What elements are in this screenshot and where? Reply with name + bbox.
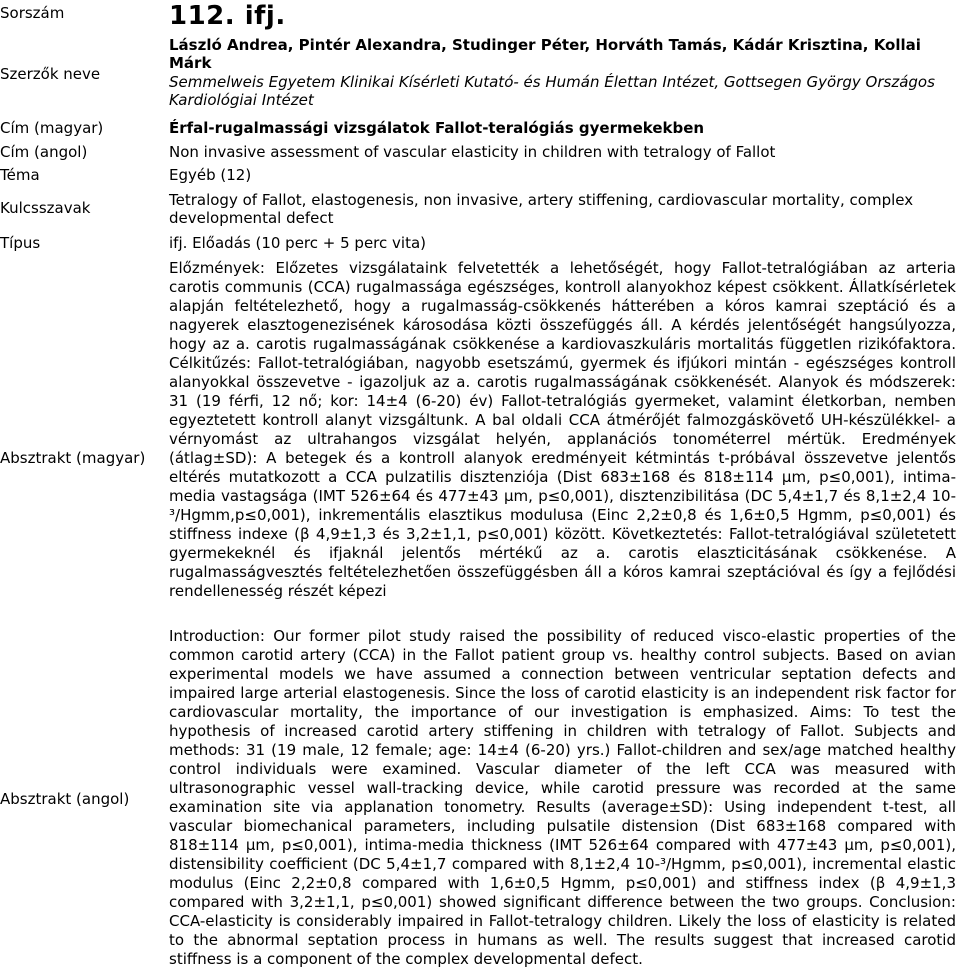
- label-type: Típus: [0, 234, 41, 252]
- abstract-english: Introduction: Our former pilot study raised the possibility of reduced visco-elastic properties of the common carotid artery (CCA) in the Fallot patient group vs. healthy control subjects. Based on avian experimental models we have assumed a connection between ventricular septation defects and impaired large arterial elastogenesis. Since the loss of carotid elasticity is an independent risk factor for cardiovascular mortality, the importance of our investigation is emphasized. Aims: To test the hypothesis of increased carotid artery stiffening in children with tetralogy of Fallot. Subjects and methods: 31 (19 male, 12 female; age: 14±4 (6-20) yrs.) Fallot-children and sex/age matched healthy control individuals were examined. Vascular diameter of the left CCA was measured with ultrasonographic vessel wall-tracking device, while carotid pressure was recorded at the same examination site via applanation tonometry. Results (average±SD): Using independent t-test, all vascular biomechanical parameters, including pulsatile distension (Dist 683±168 compared with 818±114 μm, p≤0,001), intima-media thickness (IMT 526±64 compared with 477±43 μm, p≤0,001), distensibility coefficient (DC 5,4±1,7 compared with 8,1±2,4 10-³/Hgmm, p≤0,001), incremental elastic modulus (Einc 2,2±0,8 compared with 1,6±0,5 Hgmm, p≤0,001) and stiffness index (β 4,9±1,3 compared with 3,2±1,1, p≤0,001) showed significant difference between the two groups. Conclusion: CCA-elasticity is considerably impaired in Fallot-tetralogy children. Likely the loss of elasticity is related to the abnormal septation process in humans as well. The results suggest that increased carotid stiffness is a component of the complex developmental defect.: [169, 627, 956, 968]
- label-sorszam: Sorszám: [0, 4, 65, 22]
- label-keywords: Kulcsszavak: [0, 199, 91, 217]
- affiliation: Semmelweis Egyetem Klinikai Kísérleti Kutató- és Humán Élettan Intézet, Gottsegen György Országos Kardiológiai Intézet: [169, 73, 935, 109]
- label-title-en: Cím (angol): [0, 143, 88, 161]
- label-title-hu: Cím (magyar): [0, 119, 104, 137]
- abstract-number: 112. ifj.: [169, 1, 286, 31]
- label-abstract-hu: Absztrakt (magyar): [0, 449, 146, 467]
- keywords-value: Tetralogy of Fallot, elastogenesis, non invasive, artery stiffening, cardiovascular mortality, complex developmental defect: [169, 191, 914, 227]
- title-english: Non invasive assessment of vascular elasticity in children with tetralogy of Fallot: [169, 143, 776, 161]
- authors-list: László Andrea, Pintér Alexandra, Studinger Péter, Horváth Tamás, Kádár Krisztina, Kollai Márk: [169, 36, 921, 72]
- type-value: ifj. Előadás (10 perc + 5 perc vita): [169, 234, 426, 252]
- label-topic: Téma: [0, 166, 40, 184]
- title-hungarian: Érfal-rugalmassági vizsgálatok Fallot-teralógiás gyermekekben: [169, 119, 705, 137]
- topic-value: Egyéb (12): [169, 166, 252, 184]
- abstract-hungarian: Előzmények: Előzetes vizsgálataink felvetették a lehetőségét, hogy Fallot-tetralógiában az arteria carotis communis (CCA) rugalmassága egészséges, kontroll alanyokhoz képest csökkent. Állatkísérletek alapján feltételezhető, hogy a rugalmasság-csökkenés hátterében a kóros kamrai szeptáció és a nagyerek elasztogenezisének károsodása közti összefüggés áll. A kérdés jelentőségét hangsúlyozza, hogy az a. carotis rugalmasságának csökkenése a kardiovaszkuláris mortalitás független rizikófaktora. Célkitűzés: Fallot-tetralógiában, nagyobb esetszámú, gyermek és ifjúkori mintán - egészséges kontroll alanyokkal összevetve - igazoljuk az a. carotis rugalmasságának csökkenését. Alanyok és módszerek: 31 (19 férfi, 12 nő; kor: 14±4 (6-20) év) Fallot-tetralógiás gyermeket, valamint életkorban, nemben egyeztetett kontroll alanyt vizsgáltunk. A bal oldali CCA átmérőjét falmozgáskövető UH-készülékkel- a vérnyomást az ultrahangos vizsgálat helyén, applanációs tonométerrel mértük. Eredmények (átlag±SD): A betegek és a kontroll alanyok eredményeit kétmintás t-próbával összevetve jelentős eltérés mutatkozott a CCA pulzatilis disztenziója (Dist 683±168 és 818±114 μm, p≤0,001), intima-media vastagsága (IMT 526±64 és 477±43 μm, p≤0,001), disztenzibilitása (DC 5,4±1,7 és 8,1±2,4 10-³/Hgmm,p≤0,001), inkrementális elasztikus modulusa (Einc 2,2±0,8 és 1,6±0,5 Hgmm, p≤0,001) és stiffness indexe (β 4,9±1,3 és 3,2±1,1, p≤0,001) között. Következtetés: Fallot-tetralógiával születetett gyermekeknél és ifjaknál jelentős mértékű az a. carotis elaszticitásának csökkenése. A rugalmasságvesztés feltételezhetően összefüggésben áll a kóros kamrai szeptációval és így a fejlődési rendellenesség részét képezi: [169, 259, 956, 600]
- label-authors: Szerzők neve: [0, 65, 101, 83]
- label-abstract-en: Absztrakt (angol): [0, 790, 130, 808]
